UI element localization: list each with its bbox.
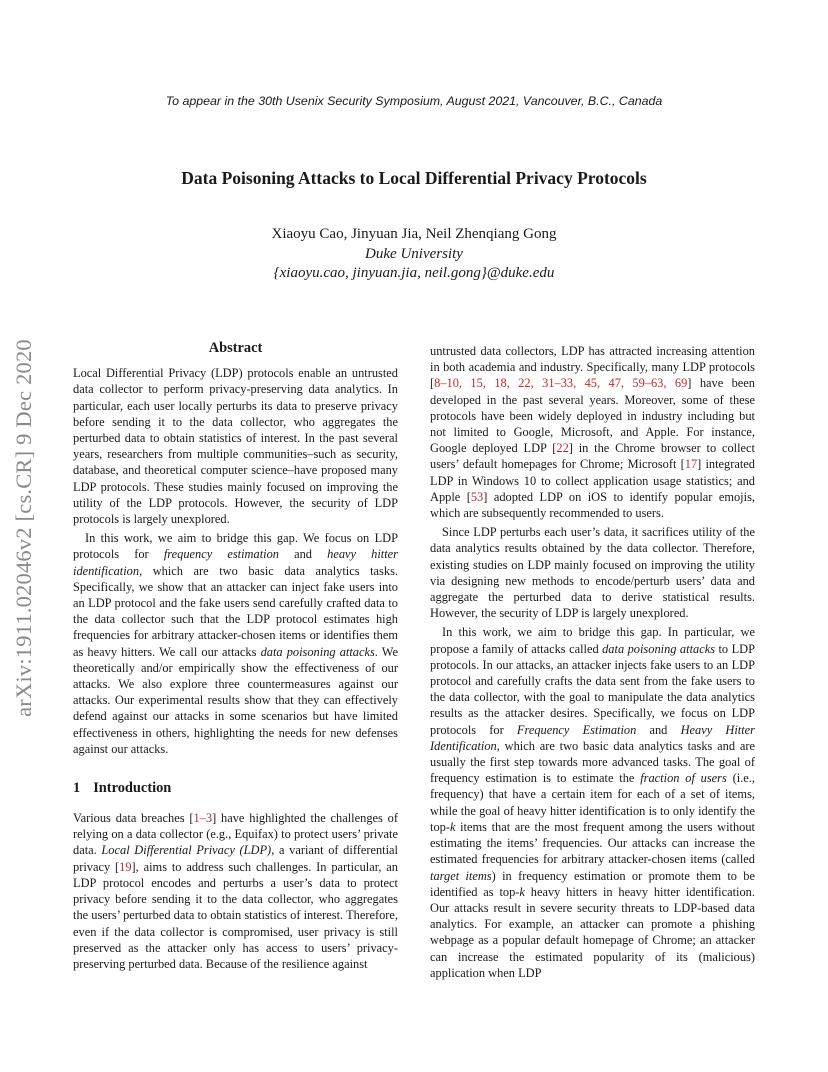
citation-link[interactable]: 19 [119,859,132,874]
intro-paragraph-2: Since LDP perturbs each user’s data, it sacrifices utility of the data analytics results obtained by the data collector. Therefore, existing studies on LDP mainly focused on improving the utility via designing new methods to encode/perturb users’ data and aggregate the perturbed data to derive statistical results. However, the security of LDP is largely unexplored. [430,525,755,621]
section-number: 1 [73,779,81,796]
citation-link[interactable]: 1–3 [193,811,213,826]
abstract-paragraph-2: In this work, we aim to bridge this gap. We focus on LDP protocols for frequency estimation and heavy hitter identification, which are two basic data analytics tasks. Specifically, we show that an attacker can inject fake users into an LDP protocol and the fake users send carefully crafted data to the data collector such that the LDP protocol estimates high frequencies for arbitrary attacker-chosen items or identifies them as heavy hitters. We call our attacks data poisoning attacks. We theoretically and/or empirically show the effectiveness of our attacks. We also explore three countermeasures against our attacks. Our experimental results show that they can effectively defend against our attacks in some scenarios but have limited effectiveness in others, highlighting the needs for new defenses against our attacks. [73,531,398,756]
intro-paragraph-1: Various data breaches [1–3] have highlighted the challenges of relying on a data collector (e.g., Equifax) to protect users’ private data. Local Differential Privacy (LDP), a variant of differential privacy [19], aims to address such challenges. In particular, an LDP protocol encodes and perturbs a user’s data to protect privacy before sending it to the data collector, who aggregates the users’ perturbed data to obtain statistics of interest. Therefore, even if the data collector is compromised, user privacy is still preserved as the attacker only has access to users’ privacy-preserving perturbed data. Because of the resilience against [73,811,398,971]
arxiv-sidebar [2,288,46,768]
author-emails: {xiaoyu.cao, jinyuan.jia, neil.gong}@duke.edu [273,265,555,281]
citation-link[interactable]: 22 [556,441,569,456]
abstract-heading: Abstract [208,340,263,356]
right-column [430,343,755,981]
author-names: Xiaoyu Cao, Jinyuan Jia, Neil Zhenqiang Gong [271,226,557,242]
author-block [0,225,828,284]
citation-link[interactable]: 17 [684,457,698,472]
section-heading-introduction [73,779,398,797]
intro-paragraph-3: In this work, we aim to bridge this gap. In particular, we propose a family of attacks called data poisoning attacks to LDP protocols. In our attacks, an attacker injects fake users to an LDP protocol and carefully crafts the data sent from the fake users to the data collector, with the goal to manipulate the data analytics results as the attacker desires. Specifically, we focus on LDP protocols for Frequency Estimation and Heavy Hitter Identification, which are two basic data analytics tasks and are usually the first step towards more advanced tasks. The goal of frequency estimation is to estimate the fraction of users (i.e., frequency) that have a certain item for each of a set of items, while the goal of heavy hitter identification is to only identify the top-k items that are the most frequent among the users without estimating the items’ frequencies. Our attacks can increase the estimated frequencies for arbitrary attacker-chosen items (called target items) in frequency estimation or promote them to be identified as top-k heavy hitters in heavy hitter identification. Our attacks result in severe security threats to LDP-based data analytics. For example, an attacker can promote a phishing webpage as a popular default homepage of Chrome; an attacker can increase the estimated popularity of its (malicious) application when LDP [430,625,756,980]
citation-link[interactable]: 8–10, 15, 18, 22, 31–33, 45, 47, 59–63, 69 [434,376,688,391]
left-column [73,340,398,972]
arxiv-identifier: arXiv:1911.02046v2 [cs.CR] 9 Dec 2020 [11,339,36,717]
paper-title: Data Poisoning Attacks to Local Differential Privacy Protocols [181,168,647,188]
citation-link[interactable]: 53 [470,489,484,504]
abstract-paragraph-1: Local Differential Privacy (LDP) protocols enable an untrusted data collector to perform privacy-preserving data analytics. In particular, each user locally perturbs its data to preserve privacy before sending it to the data collector, who aggregates the perturbed data to obtain statistics of interest. In the past several years, researchers from multiple communities–such as security, database, and theoretical computer science–have proposed many LDP protocols. These studies mainly focused on improving the utility of the LDP protocols. However, the security of LDP protocols is largely unexplored. [73,366,398,527]
venue-line: To appear in the 30th Usenix Security Symposium, August 2021, Vancouver, B.C., Canada [165,94,663,108]
section-title: Introduction [93,779,172,796]
intro-paragraph-1-continued: untrusted data collectors, LDP has attracted increasing attention in both academia and industry. Specifically, many LDP protocols [8–10, 15, 18, 22, 31–33, 45, 47, 59–63, 69] have been developed in the past several years. Moreover, some of these protocols have been widely deployed in industry including but not limited to Google, Microsoft, and Apple. For instance, Google deployed LDP [22] in the Chrome browser to collect users’ default homepages for Chrome; Microsoft [17] integrated LDP in Windows 10 to collect application usage statistics; and Apple [53] adopted LDP on iOS to identify popular emojis, which are subsequently recommended to users. [430,344,756,521]
affiliation: Duke University [365,245,463,262]
